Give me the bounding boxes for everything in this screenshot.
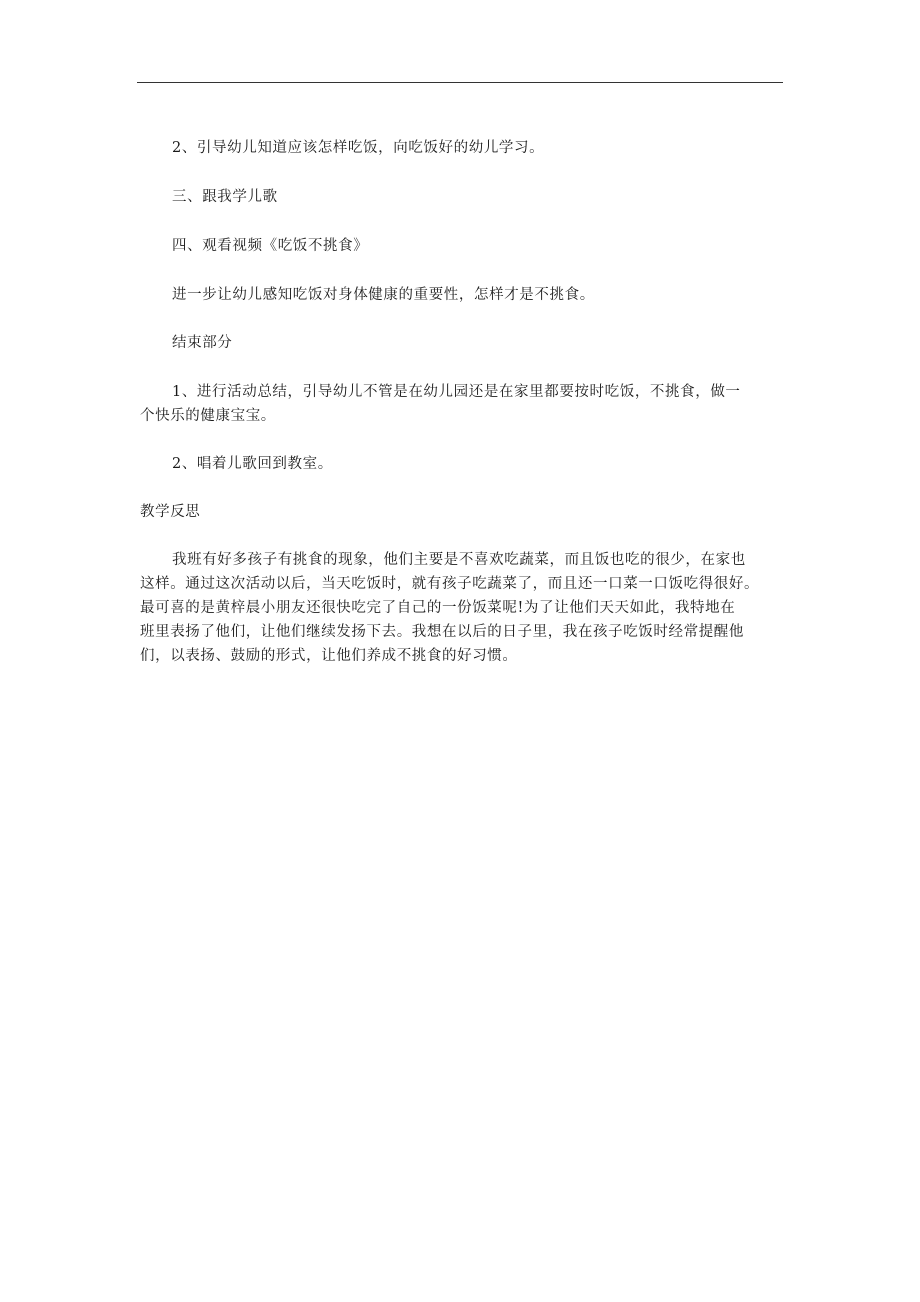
paragraph-summary	[140, 380, 784, 428]
reflection-line-5: 们，以表扬、鼓励的形式，让他们养成不挑食的好习惯。	[140, 648, 518, 664]
summary-line-2: 个快乐的健康宝宝。	[140, 408, 276, 424]
header-rule	[137, 82, 783, 83]
paragraph-return-classroom: 2、唱着儿歌回到教室。	[172, 456, 333, 472]
summary-line-1: 1、进行活动总结，引导幼儿不管是在幼儿园还是在家里都要按时吃饭，不挑食，做一	[172, 384, 741, 400]
section-heading-reflection: 教学反思	[140, 504, 201, 520]
reflection-line-4: 班里表扬了他们，让他们继续发扬下去。我想在以后的日子里，我在孩子吃饭时经常提醒他	[140, 624, 744, 640]
paragraph-learn-song: 三、跟我学儿歌	[172, 189, 278, 205]
paragraph-reflection	[140, 548, 784, 668]
paragraph-guide-eating: 2、引导幼儿知道应该怎样吃饭，向吃饭好的幼儿学习。	[172, 140, 545, 156]
reflection-line-1: 我班有好多孩子有挑食的现象，他们主要是不喜欢吃蔬菜，而且饭也吃的很少，在家也	[172, 552, 746, 568]
paragraph-ending-section: 结束部分	[172, 335, 233, 351]
paragraph-watch-video: 四、观看视频《吃饭不挑食》	[172, 238, 369, 254]
paragraph-health-importance: 进一步让幼儿感知吃饭对身体健康的重要性，怎样才是不挑食。	[172, 287, 595, 303]
reflection-line-2: 这样。通过这次活动以后，当天吃饭时，就有孩子吃蔬菜了，而且还一口菜一口饭吃得很好。	[140, 576, 760, 592]
reflection-line-3: 最可喜的是黄梓晨小朋友还很快吃完了自己的一份饭菜呢!为了让他们天天如此，我特地在	[140, 600, 736, 616]
